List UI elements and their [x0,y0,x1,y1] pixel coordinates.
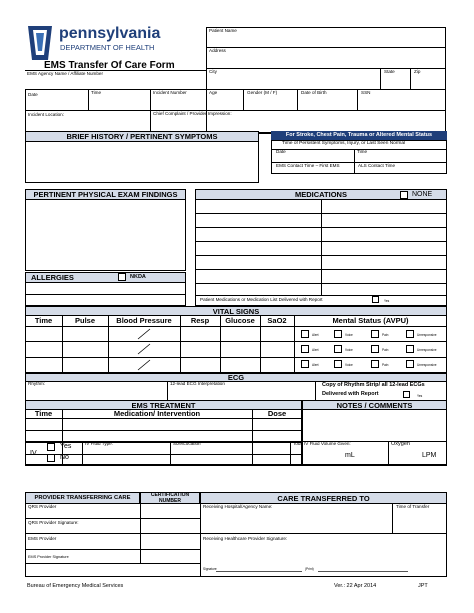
lead12-label: 12-lead ECG Interpretation [170,381,225,386]
avpu-alert-2[interactable] [301,345,309,353]
vitals-col-bp: Blood Pressure [116,316,172,325]
exam-header: PERTINENT PHYSICAL EXAM FINDINGS [25,189,186,200]
avpu-unresp-1[interactable] [406,330,414,338]
meds-delivered-label: Patient Medications or Medication List Delivered with Report [200,297,323,302]
avpu-unresp-3[interactable] [406,360,414,368]
meds-yes-label: Yes [384,299,390,303]
dob-label: Date of Birth [301,90,327,95]
ml-label: mL [345,452,355,459]
medications-header: MEDICATIONS [195,189,447,200]
signature-label: Signature [203,567,217,571]
vitals-col-resp: Resp [190,316,210,325]
none-checkbox[interactable] [400,191,408,199]
vitals-col-pulse: Pulse [74,316,95,325]
brief-history-area[interactable] [25,141,259,183]
stroke-header: For Stroke, Chest Pain, Trauma or Altered Mental Status [271,131,447,140]
avpu-voice-label: Voice [345,363,353,367]
oxygen-label: Oxygen [391,441,410,447]
address-input[interactable] [209,55,439,66]
treatment-col-medication: Medication/ Intervention [113,409,201,418]
agency-label: EMS Agency Name / Affiliate Number [27,71,104,76]
rhythm-label: Rhythm: [28,381,46,386]
city-label: City [209,69,217,74]
vitals-col-avpu: Mental Status (AVPU) [332,316,409,325]
patient-name-label: Patient Name [209,28,237,33]
avpu-unresp-label: Unresponsive [417,333,437,337]
iv-no-checkbox[interactable] [47,454,55,462]
avpu-alert-label: Alert [312,363,319,367]
ems-provider-label: EMS Provider [28,536,57,541]
ecg-yes-label: Yes [417,394,423,398]
avpu-pain-1[interactable] [371,330,379,338]
volume-label: Total IV Fluid Volume Given: [293,441,351,446]
ems-signature-label: EMS Provider Signature [28,555,69,559]
vitals-col-glucose: Glucose [225,316,255,325]
address-label: Address [209,48,226,53]
allergies-header: ALLERGIES [25,272,186,283]
onset-time-label: Time [357,149,368,154]
avpu-alert-label: Alert [312,333,319,337]
ecg-delivered-checkbox[interactable] [403,391,410,398]
qrs-signature-label: QRS Provider Signature: [28,520,79,525]
time-label: Time [91,90,102,95]
lpm-label: LPM [422,452,437,459]
chief-complaint-label: Chief Complaint / Provider Impression: [153,111,232,116]
date-label: Date [28,92,38,97]
footer-version: Ver.: 22 Apr 2014 [334,583,377,589]
form-title: EMS Transfer Of Care Form [44,60,175,71]
zip-label: Zip [414,69,421,74]
none-label: NONE [412,191,433,198]
avpu-pain-label: Pain [382,348,389,352]
vitals-col-sao2: SaO2 [267,316,287,325]
exam-area[interactable] [25,199,186,271]
treatment-col-dose: Dose [267,409,287,418]
meds-delivered-checkbox[interactable] [372,296,379,303]
avpu-alert-label: Alert [312,348,319,352]
onset-date-label: Date [276,149,286,154]
org-department: DEPARTMENT OF HEALTH [60,43,155,52]
notes-header: NOTES / COMMENTS [302,400,447,410]
avpu-unresp-label: Unresponsive [417,363,437,367]
treatment-col-time: Time [34,409,53,418]
time-of-transfer-label: Time of Transfer [396,504,430,509]
iv-yes-label: Yes [60,443,72,450]
bp-slashes [108,326,180,373]
ecg-copy-label: Copy of Rhythm Strip/ all 12-lead ECGs [322,382,425,388]
fluid-type-label: IV Fluid Type: [85,441,114,446]
patient-name-input[interactable] [209,35,439,46]
avpu-alert-3[interactable] [301,360,309,368]
ems-treatment-header: EMS TREATMENT [25,400,302,410]
incident-location-label: Incident Location: [28,112,65,117]
avpu-unresp-2[interactable] [406,345,414,353]
size-location-label: Size/Location [173,441,201,446]
ecg-header: ECG [25,373,447,382]
ssn-label: SSN [361,90,371,95]
avpu-pain-3[interactable] [371,360,379,368]
vital-signs-header: VITAL SIGNS [25,306,447,316]
agency-input[interactable] [27,78,202,88]
incident-number-label: Incident Number [153,90,187,95]
cert-line-1: CERTIFICATION [150,492,190,498]
print-label: (Print) [305,567,314,571]
avpu-voice-label: Voice [345,333,353,337]
avpu-voice-2[interactable] [334,345,342,353]
iv-yes-checkbox[interactable] [47,443,55,451]
ecg-delivered-label: Delivered with Report [322,391,379,397]
brief-history-header: BRIEF HISTORY / PERTINENT SYMPTOMS [25,131,259,142]
footer-bureau: Bureau of Emergency Medical Services [27,583,124,589]
provider-transferring-header: PROVIDER TRANSFERRING CARE [25,492,140,504]
state-label: State [384,69,395,74]
cert-line-2: NUMBER [159,497,181,504]
avpu-voice-3[interactable] [334,360,342,368]
avpu-voice-1[interactable] [334,330,342,338]
avpu-pain-label: Pain [382,363,389,367]
org-name: pennsylvania [59,25,161,42]
gender-label: Gender (M / F) [247,90,278,95]
onset-label: Time of Persistent Symptoms, Injury, or Last Seen Normal [282,141,406,146]
als-label: ALS Contact Time [358,163,396,168]
iv-label: IV [30,450,37,457]
avpu-unresp-label: Unresponsive [417,348,437,352]
pa-keystone-logo [26,24,54,62]
nkda-label: NKDA [130,274,146,280]
facility-label: Receiving Hospital/Agency Name: [203,504,273,509]
avpu-alert-1[interactable] [301,330,309,338]
care-transferred-header: CARE TRANSFERRED TO [200,492,447,504]
nkda-checkbox[interactable] [118,273,126,281]
first-ems-label: EMS Contact Time – First EMS [276,163,340,168]
footer-initials: JPT [418,583,428,589]
avpu-pain-label: Pain [382,333,389,337]
avpu-voice-label: Voice [345,348,353,352]
age-label: Age [209,90,218,95]
vitals-col-time: Time [34,316,53,325]
hc-signature-label: Receiving Healthcare Provider Signature: [203,536,288,541]
avpu-pain-2[interactable] [371,345,379,353]
qrs-provider-label: QRS Provider [28,504,57,509]
iv-no-label: No [60,454,69,461]
